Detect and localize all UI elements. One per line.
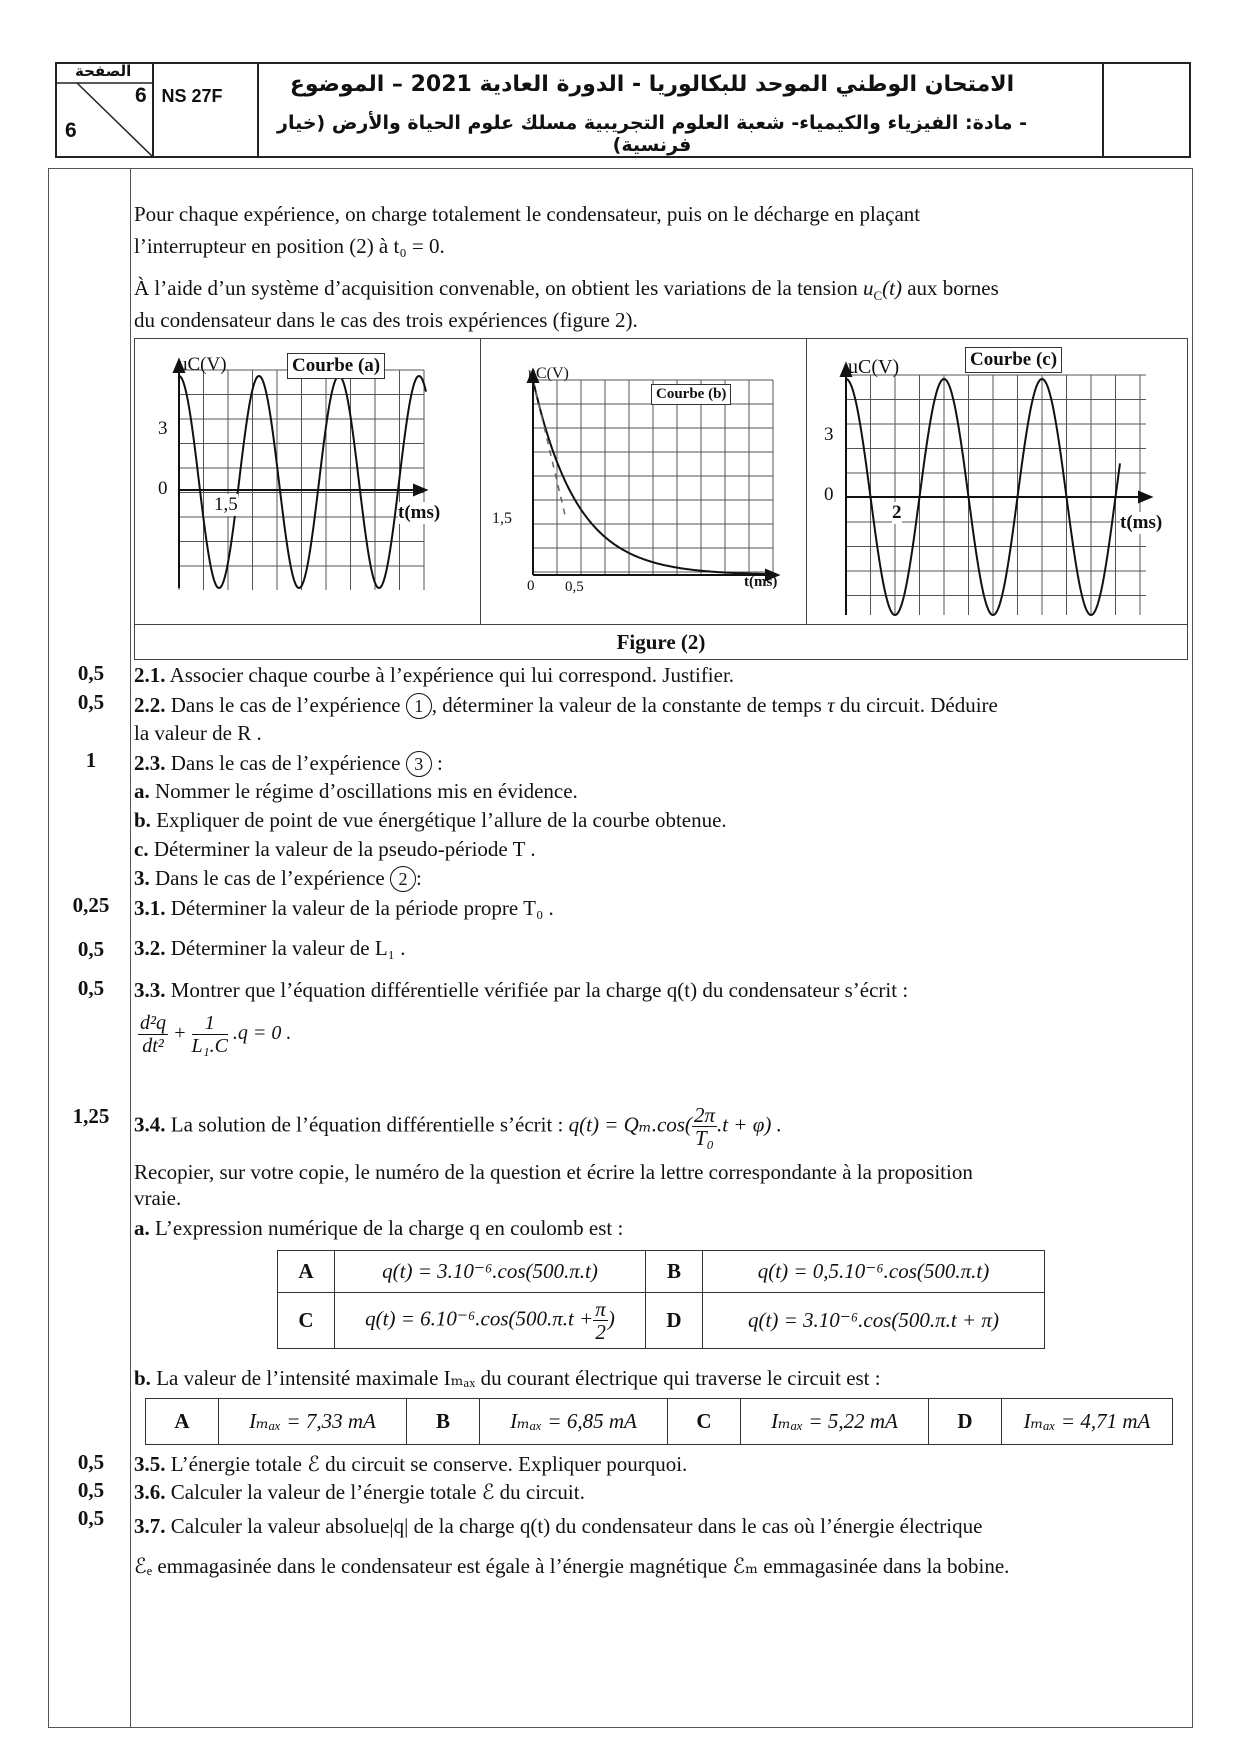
charge-options-table [277, 1250, 1045, 1349]
question-3-colon: : [415, 866, 422, 890]
question-2-2-num: 2.2. [134, 693, 166, 717]
uc-variable: u [862, 276, 874, 300]
question-2-1-text: Associer chaque courbe à l’expérience qui lui correspond. Justifier. [169, 663, 735, 687]
solution-eq-den: T₀ [694, 1126, 714, 1150]
exam-title: الامتحان الوطني الموحد للبكالوريا - الدورة العادية 2021 – الموضوع [289, 72, 1015, 97]
points-2-3: 1 [85, 748, 97, 772]
courbe-c-ylabel: uC(V) [848, 356, 900, 378]
recopier-line1: Recopier, sur votre copie, le numéro de la question et écrire la lettre correspondante à la proposition [134, 1160, 973, 1184]
points-2-2: 0,5 [77, 690, 105, 714]
exam-code: NS 27F [161, 86, 223, 106]
uc-arg: (t) [882, 276, 902, 300]
courbe-b-ytick: 1,5 [492, 510, 512, 527]
question-3-4-a-text: L’expression numérique de la charge q en coulomb est : [155, 1216, 624, 1240]
points-3-7: 0,5 [77, 1506, 105, 1530]
courbe-b-xlabel: t(ms) [744, 574, 778, 590]
points-3-6: 0,5 [77, 1478, 105, 1502]
question-2-1-num: 2.1. [134, 663, 166, 687]
uc-subscript: C [873, 288, 883, 304]
recopier-line2: vraie. [134, 1186, 182, 1210]
question-3-4-num: 3.4. [134, 1112, 166, 1137]
question-3-7-num: 3.7. [134, 1514, 166, 1538]
option-d-value: q(t) = 3.10⁻⁶.cos(500.π.t + π) [703, 1293, 1045, 1349]
question-3-5-text: L’énergie totale ℰ du circuit se conserve. Expliquer pourquoi. [170, 1452, 688, 1476]
points-2-1: 0,5 [77, 661, 105, 685]
question-2-3-text: Dans le cas de l’expérience [170, 751, 401, 775]
question-2-3-c-label: c. [134, 837, 149, 861]
option-b-value: q(t) = 0,5.10⁻⁶.cos(500.π.t) [703, 1251, 1045, 1293]
page-total: 6 [65, 119, 77, 142]
question-3-4 [134, 1104, 782, 1149]
question-2-2 [134, 691, 998, 719]
courbe-a-origin: 0 [158, 478, 168, 499]
points-3-4: 1,25 [72, 1104, 110, 1128]
question-3-1 [134, 894, 554, 922]
question-3-4-a [134, 1214, 623, 1242]
page-label: الصفحة [75, 62, 132, 80]
figure-caption: Figure (2) [616, 630, 706, 654]
question-3 [134, 864, 422, 892]
option-c-value-a: q(t) = 6.10⁻⁶.cos(500.π.t + [365, 1306, 594, 1331]
imax-option-d-label: D [929, 1399, 1002, 1445]
intro-p1-line1: Pour chaque expérience, on charge totalement le condensateur, puis on le décharge en plaçant [134, 202, 921, 226]
courbe-c-xtick: 2 [892, 502, 902, 523]
question-3-7-line1: Calculer la valeur absolue|q| de la charge q(t) du condensateur dans le cas où l’énergie électrique [170, 1514, 983, 1538]
question-3-6-text: Calculer la valeur de l’énergie totale ℰ du circuit. [170, 1480, 585, 1504]
courbe-a-ytick: 3 [158, 418, 168, 439]
courbe-b-grid [533, 380, 773, 575]
option-c-two: 2 [595, 1320, 606, 1344]
eq-one: 1 [192, 1012, 228, 1035]
question-3-4-b-text: La valeur de l’intensité maximale Iₘₐₓ du courant électrique qui traverse le circuit est : [156, 1366, 881, 1390]
eq-tail: .q = 0 . [232, 1022, 292, 1045]
option-c-value [335, 1293, 646, 1349]
question-3-text: Dans le cas de l’expérience [155, 866, 385, 890]
intro-p1-line2: l’interrupteur en position (2) à t₀ = 0. [134, 234, 445, 258]
option-b-label: B [646, 1251, 703, 1293]
equation-3-3 [138, 1012, 291, 1057]
exam-subject: - مادة: الفيزياء والكيمياء- شعبة العلوم التجريبية مسلك علوم الحياة والأرض (خيار فرنسية) [277, 112, 1027, 156]
question-2-2-text-b: , déterminer la valeur de la constante de temps [431, 693, 822, 717]
question-2-3 [134, 749, 443, 777]
points-3-5: 0,5 [77, 1450, 105, 1474]
question-3-num: 3. [134, 866, 150, 890]
imax-option-b-label: B [407, 1399, 480, 1445]
question-2-3-b [134, 806, 727, 834]
question-3-1-text: Déterminer la valeur de la période propre T₀ . [170, 896, 554, 920]
eq-d2q: d²q [140, 1012, 166, 1034]
eq-plus: + [173, 1022, 187, 1045]
page-current: 6 [135, 84, 147, 107]
option-c-label: C [278, 1293, 335, 1349]
courbe-a-xlabel: t(ms) [398, 502, 441, 523]
question-2-3-a-label: a. [134, 779, 150, 803]
imax-option-a-label: A [146, 1399, 219, 1445]
courbe-c-grid [846, 375, 1146, 615]
experience-3-circle: 3 [406, 751, 432, 777]
question-2-2-text-c: du circuit. Déduire [839, 693, 998, 717]
courbe-b-label: Courbe (b) [651, 384, 731, 405]
option-a-value: q(t) = 3.10⁻⁶.cos(500.π.t) [335, 1251, 646, 1293]
question-2-3-num: 2.3. [134, 751, 166, 775]
option-a-label: A [278, 1251, 335, 1293]
imax-option-b-value: Iₘₐₓ = 6,85 mA [480, 1399, 668, 1445]
courbe-b-origin: 0 [527, 578, 535, 594]
question-3-4-a-label: a. [134, 1216, 150, 1240]
courbe-a-label: Courbe (a) [287, 353, 385, 379]
question-3-5 [134, 1450, 687, 1478]
question-3-3-num: 3.3. [134, 978, 166, 1002]
imax-option-a-value: Iₘₐₓ = 7,33 mA [219, 1399, 407, 1445]
question-3-3 [134, 976, 908, 1004]
eq-dt2: dt² [142, 1035, 164, 1057]
intro-p2-tail: aux bornes [907, 276, 999, 300]
courbe-b-xtick: 0,5 [565, 579, 584, 595]
question-2-2-line2: la valeur de R . [134, 721, 262, 745]
question-3-1-num: 3.1. [134, 896, 166, 920]
question-2-3-b-text: Expliquer de point de vue énergétique l’allure de la courbe obtenue. [156, 808, 727, 832]
question-2-3-a [134, 777, 578, 805]
question-2-3-c [134, 835, 536, 863]
courbe-c-x-arrow [1139, 492, 1151, 502]
question-3-3-text: Montrer que l’équation différentielle vérifiée par la charge q(t) du condensateur s’écrit : [170, 978, 909, 1002]
question-3-4-b-label: b. [134, 1366, 151, 1390]
imax-option-d-value: Iₘₐₓ = 4,71 mA [1002, 1399, 1173, 1445]
question-3-6-num: 3.6. [134, 1480, 166, 1504]
courbe-a-ylabel: uC(V) [178, 354, 227, 375]
option-c-pi: π [595, 1297, 606, 1321]
question-3-2 [134, 934, 405, 962]
intro-p2-text: À l’aide d’un système d’acquisition convenable, on obtient les variations de la tension [134, 276, 858, 300]
solution-eq-a: q(t) = Qₘ.cos( [568, 1112, 692, 1137]
question-2-2-text-a: Dans le cas de l’expérience [170, 693, 401, 717]
question-3-2-text: Déterminer la valeur de L₁ . [170, 936, 406, 960]
courbe-a-grid [179, 370, 424, 590]
courbe-a-curve [179, 376, 426, 588]
question-3-5-num: 3.5. [134, 1452, 166, 1476]
courbe-c-ytick: 3 [824, 424, 834, 445]
question-2-1 [134, 661, 734, 689]
question-2-3-b-label: b. [134, 808, 151, 832]
solution-eq-num: 2π [693, 1103, 715, 1127]
question-3-7 [134, 1512, 982, 1540]
tau-symbol: τ [827, 693, 835, 717]
imax-option-c-label: C [668, 1399, 741, 1445]
courbe-b-ylabel: uC(V) [528, 365, 569, 382]
courbe-a-xtick: 1,5 [214, 494, 238, 515]
courbe-c-xlabel: t(ms) [1120, 512, 1163, 533]
question-3-2-num: 3.2. [134, 936, 166, 960]
question-2-3-c-text: Déterminer la valeur de la pseudo-période T . [153, 837, 536, 861]
question-3-4-b [134, 1364, 881, 1392]
courbe-c-origin: 0 [824, 484, 834, 505]
question-3-7-line2: ℰₑ emmagasinée dans le condensateur est égale à l’énergie magnétique ℰₘ emmagasinée dans la bobine. [134, 1554, 1010, 1578]
points-3-2: 0,5 [77, 937, 105, 961]
eq-l1c: L₁.C [191, 1035, 228, 1057]
points-3-1: 0,25 [72, 893, 110, 917]
question-2-3-a-text: Nommer le régime d’oscillations mis en évidence. [155, 779, 578, 803]
intro-p2-line2: du condensateur dans le cas des trois expériences (figure 2). [134, 308, 638, 332]
experience-2-circle: 2 [390, 866, 416, 892]
question-2-3-colon: : [436, 751, 443, 775]
imax-option-c-value: Iₘₐₓ = 5,22 mA [741, 1399, 929, 1445]
experience-1-circle: 1 [406, 693, 432, 719]
courbe-c-label: Courbe (c) [965, 347, 1062, 373]
option-d-label: D [646, 1293, 703, 1349]
solution-eq-b: .t + φ) . [716, 1112, 782, 1137]
courbe-b-curve [533, 380, 770, 574]
current-options-table [145, 1398, 1173, 1445]
points-3-3: 0,5 [77, 976, 105, 1000]
question-3-4-text: La solution de l’équation différentielle s’écrit : [170, 1112, 564, 1137]
question-3-6 [134, 1478, 585, 1506]
option-c-value-b: ) [607, 1306, 615, 1331]
